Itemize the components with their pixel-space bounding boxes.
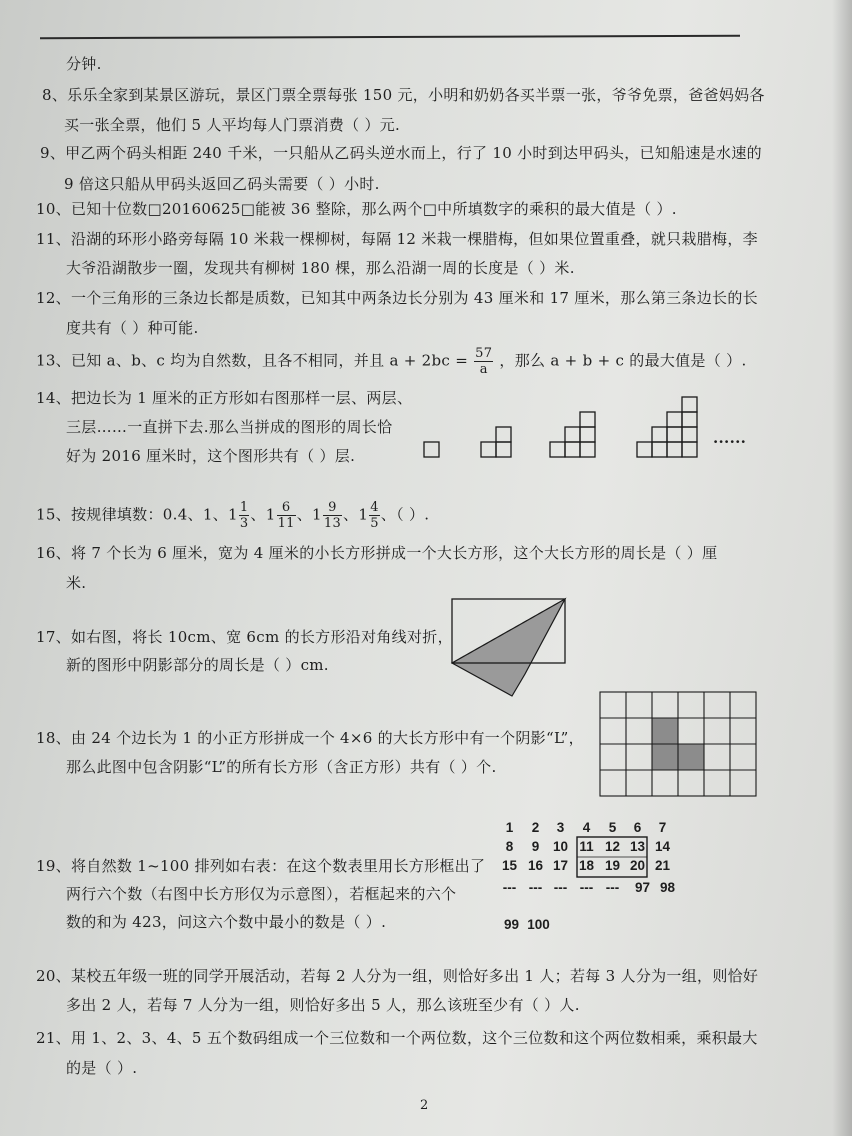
table-cell: 20: [629, 858, 646, 873]
table-cell: ---: [553, 880, 568, 895]
separator: 、1: [250, 505, 276, 524]
table-cell: 3: [556, 820, 565, 835]
question-19-cont2: 数的和为 423，问这六个数中最小的数是（ ）.: [66, 913, 387, 931]
fraction-denominator: 13: [323, 516, 342, 531]
table-cell: 12: [604, 839, 621, 854]
question-10: 10、已知十位数□20160625□能被 36 整除，那么两个□中所填数字的乘积的最大值是（ ）.: [36, 200, 677, 218]
table-cell: 15: [501, 858, 518, 873]
table-cell: 2: [531, 820, 540, 835]
question-14-cont1: 三层……一直拼下去.那么当拼成的图形的周长恰: [66, 418, 393, 436]
question-20-cont: 多出 2 人，若每 7 人分为一组，则恰好多出 5 人，那么该班至少有（ ）人.: [66, 996, 580, 1014]
table-cell: 4: [582, 820, 591, 835]
question-18-cont: 那么此图中包含阴影“L”的所有长方形（含正方形）共有（ ）个.: [66, 758, 497, 776]
table-cell: 8: [505, 839, 514, 854]
question-9-cont: 9 倍这只船从甲码头返回乙码头需要（ ）小时.: [64, 175, 380, 193]
table-cell: ---: [528, 880, 543, 895]
table-cell: 7: [658, 820, 667, 835]
table-cell: 6: [633, 820, 642, 835]
table-cell: 1: [505, 820, 514, 835]
question-12: 12、一个三角形的三条边长都是质数，已知其中两条边长分别为 43 厘米和 17 厘米，那么第三条边长的长: [36, 289, 758, 307]
table-cell: 11: [579, 839, 594, 854]
question-14-cont2: 好为 2016 厘米时，这个图形共有（ ）层.: [66, 447, 356, 465]
question-13-post: ，那么 a + b + c 的最大值是（ ）.: [499, 351, 747, 370]
table-cell: 98: [659, 880, 676, 895]
table-cell: ---: [502, 880, 517, 895]
fraction-denominator: 5: [370, 516, 379, 531]
fraction-denominator: a: [479, 362, 488, 377]
table-cell: 16: [527, 858, 544, 873]
table-cell: 14: [654, 839, 671, 854]
question-11: 11、沿湖的环形小路旁每隔 10 米栽一棵柳树，每隔 12 米栽一棵腊梅，但如果位置重叠，就只栽腊梅，李: [36, 230, 758, 248]
fraction-numerator: 9: [323, 500, 342, 516]
question-21-cont: 的是（ ）.: [66, 1059, 138, 1077]
question-21: 21、用 1、2、3、4、5 五个数码组成一个三位数和一个两位数，这个三位数和这个两位数相乘，乘积最大: [36, 1029, 758, 1047]
question-12-cont: 度共有（ ）种可能.: [66, 319, 199, 337]
question-15-pre: 15、按规律填数：0.4、1、1: [36, 505, 238, 524]
table-cell: 100: [527, 917, 550, 932]
fraction-denominator: 11: [277, 516, 295, 531]
table-cell: 99: [503, 917, 520, 932]
question-13-pre: 13、已知 a、b、c 均为自然数，且各不相同，并且 a + 2bc =: [36, 351, 469, 370]
table-cell: 19: [604, 858, 621, 873]
table-cell: 10: [552, 839, 569, 854]
table-cell: ---: [579, 880, 594, 895]
fraction-numerator: 1: [239, 500, 249, 515]
separator: 、1: [296, 505, 322, 524]
table-cell: 18: [578, 858, 595, 873]
table-cell: 17: [552, 858, 569, 873]
question-18: 18、由 24 个边长为 1 的小正方形拼成一个 4×6 的大长方形中有一个阴影“L”，: [36, 729, 584, 747]
question-17: 17、如右图，将长 10cm、宽 6cm 的长方形沿对角线对折，: [36, 628, 453, 646]
table-cell: 5: [608, 820, 617, 835]
fraction-numerator: 57: [475, 346, 493, 361]
table-cell: 13: [629, 839, 646, 854]
question-19-cont1: 两行六个数（右图中长方形仅为示意图），若框起来的六个: [66, 885, 457, 903]
question-16: 16、将 7 个长为 6 厘米，宽为 4 厘米的小长方形拼成一个大长方形，这个大长方形的周长是（ ）厘: [36, 544, 718, 562]
fraction-numerator: 6: [277, 500, 296, 516]
text-line: 分钟.: [66, 55, 102, 73]
question-16-cont: 米.: [66, 574, 87, 592]
question-8-cont: 买一张全票，他们 5 人平均每人门票消费（ ）元.: [64, 116, 401, 134]
separator: 、1: [343, 505, 369, 524]
ellipsis: ......: [713, 429, 747, 447]
page-number: 2: [420, 1098, 429, 1113]
table-cell: 21: [654, 858, 671, 873]
question-11-cont: 大爷沿湖散步一圈，发现共有柳树 180 棵，那么沿湖一周的长度是（ ）米.: [66, 259, 575, 277]
table-cell: 97: [634, 880, 651, 895]
question-19: 19、将自然数 1~100 排列如右表：在这个数表里用长方形框出了: [36, 857, 486, 875]
question-9: 9、甲乙两个码头相距 240 千米，一只船从乙码头逆水而上，行了 10 小时到达甲码头，已知船速是水速的: [40, 144, 762, 162]
question-20: 20、某校五年级一班的同学开展活动，若每 2 人分为一组，则恰好多出 1 人；若每 3 人分为一组，则恰好: [36, 967, 759, 985]
table-cell: ---: [605, 880, 620, 895]
table-cell: 9: [531, 839, 540, 854]
fraction-numerator: 4: [370, 500, 379, 515]
question-15-post: 、（ ）.: [380, 505, 430, 524]
fraction-denominator: 3: [239, 516, 249, 531]
question-14: 14、把边长为 1 厘米的正方形如右图那样一层、两层、: [36, 389, 413, 407]
question-17-cont: 新的图形中阴影部分的周长是（ ）cm.: [66, 656, 329, 674]
question-8: 8、乐乐全家到某景区游玩，景区门票全票每张 150 元，小明和奶奶各买半票一张，爷爷免票，爸爸妈妈各: [42, 86, 765, 104]
